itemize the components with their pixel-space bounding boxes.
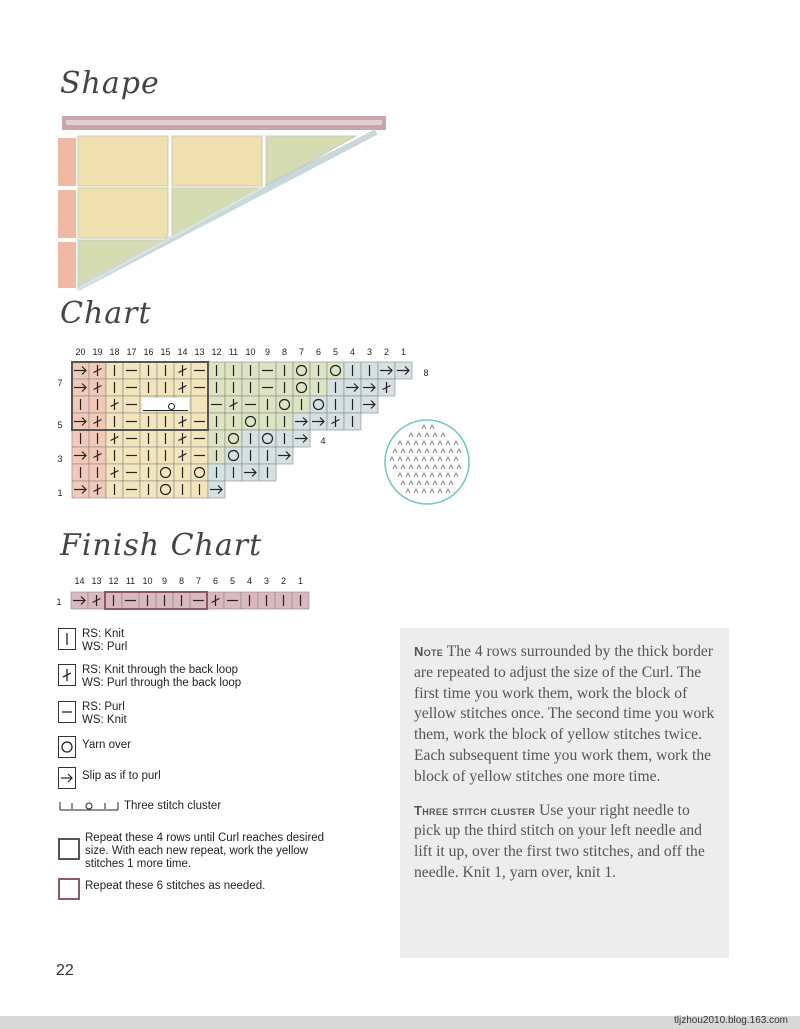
ktbl-symbol xyxy=(58,664,76,686)
chart-cell xyxy=(327,362,344,379)
shape-yellow-1b xyxy=(172,136,262,186)
col-num: 13 xyxy=(194,347,205,357)
legend-ktbl-rs: RS: Knit through the back loop xyxy=(82,664,238,676)
purl-symbol xyxy=(58,701,76,723)
shape-pink-3 xyxy=(58,242,76,288)
legend-repeat-sts xyxy=(58,878,265,900)
legend-yarn-over xyxy=(58,736,131,758)
page-number: 22 xyxy=(56,962,74,979)
curl-swatch xyxy=(382,417,474,507)
chart-cell xyxy=(157,464,174,481)
col-num: 13 xyxy=(91,576,102,586)
legend-purl-ws: WS: Knit xyxy=(82,714,127,726)
main-chart-grid xyxy=(72,362,412,498)
row-label: 1 xyxy=(57,488,63,498)
cluster-cell-bg xyxy=(142,398,189,411)
col-num: 18 xyxy=(109,347,120,357)
watermark: tljzhou2010.blog.163.com xyxy=(674,1015,788,1026)
cluster-title: Three stitch cluster xyxy=(414,802,536,818)
shape-illustration xyxy=(56,112,396,292)
row-label: 4 xyxy=(320,436,326,446)
cluster-symbol xyxy=(58,798,120,814)
legend-ktbl xyxy=(58,664,241,690)
chart-cell xyxy=(276,396,293,413)
row-label: 7 xyxy=(57,378,63,388)
finish-chart-col-numbers xyxy=(74,576,303,586)
col-num: 2 xyxy=(383,347,390,357)
chart-cell xyxy=(293,362,310,379)
legend-repeat-rows-text: Repeat these 4 rows until Curl reaches desired size. With each new repeat, work the yellow stitches 1 more time. xyxy=(85,832,325,870)
legend-slip-text: Slip as if to purl xyxy=(82,770,161,782)
chart-cell xyxy=(293,379,310,396)
legend-slip xyxy=(58,767,161,789)
legend-knit-ws: WS: Purl xyxy=(82,641,128,653)
note-text xyxy=(414,642,719,884)
shape-yellow-1a xyxy=(78,136,168,186)
note-body: The 4 rows surrounded by the thick border are repeated to adjust the size of the Curl. The first time you work them, work the block of yellow stitches once. The second time you work them, work the block of yellow stitches twice. Each subsequent time you work them, work the block of yellow stitches one more time. xyxy=(414,643,715,785)
col-num: 20 xyxy=(75,347,86,357)
col-num: 15 xyxy=(160,347,171,357)
col-num: 4 xyxy=(349,347,356,357)
col-num: 1 xyxy=(400,347,407,357)
col-num: 6 xyxy=(212,576,219,586)
row-label: 8 xyxy=(423,368,429,378)
note-box xyxy=(400,628,729,958)
slip-symbol xyxy=(58,767,76,789)
col-num: 6 xyxy=(315,347,322,357)
shape-yellow-2 xyxy=(78,188,168,238)
note-title: Note xyxy=(414,644,444,659)
chart-cell xyxy=(259,430,276,447)
row-label: 1 xyxy=(56,597,62,607)
col-num: 8 xyxy=(178,576,185,586)
chart-cell xyxy=(310,396,327,413)
repeat-sts-symbol xyxy=(58,878,80,900)
finish-chart-grid xyxy=(71,592,309,609)
col-num: 12 xyxy=(108,576,119,586)
legend-cluster xyxy=(58,798,221,814)
shape-pink-1 xyxy=(58,138,76,186)
knit-symbol xyxy=(58,628,76,650)
legend-cluster-text: Three stitch cluster xyxy=(124,800,222,812)
chart-cell xyxy=(242,413,259,430)
cluster-body: Use your right needle to pick up the third stitch on your left needle and lift it up, over the first two stitches, and off the needle. Knit 1, yarn over, knit 1. xyxy=(414,801,705,881)
col-num: 10 xyxy=(245,347,256,357)
col-num: 9 xyxy=(264,347,271,357)
legend-knit xyxy=(58,628,127,654)
col-num: 16 xyxy=(143,347,154,357)
row-label: 5 xyxy=(57,420,63,430)
row-label: 3 xyxy=(57,454,63,464)
shape-pink-2 xyxy=(58,190,76,238)
chart-cell xyxy=(157,481,174,498)
legend-ktbl-ws: WS: Purl through the back loop xyxy=(82,677,242,689)
col-num: 12 xyxy=(211,347,222,357)
chart-cell xyxy=(225,447,242,464)
shape-heading: Shape xyxy=(60,66,160,101)
finish-chart xyxy=(50,572,330,616)
legend-yarn-over-text: Yarn over xyxy=(82,739,132,751)
chart-cell xyxy=(191,396,208,413)
legend-purl-rs: RS: Purl xyxy=(82,701,125,713)
legend-purl xyxy=(58,701,127,727)
col-num: 11 xyxy=(125,576,136,586)
col-num: 14 xyxy=(177,347,188,357)
repeat-rows-symbol xyxy=(58,838,80,860)
finish-chart-heading: Finish Chart xyxy=(60,528,263,563)
legend-knit-rs: RS: Knit xyxy=(82,628,125,640)
col-num: 5 xyxy=(229,576,236,586)
col-num: 19 xyxy=(92,347,103,357)
col-num: 11 xyxy=(228,347,239,357)
main-chart-col-numbers xyxy=(75,347,406,357)
col-num: 3 xyxy=(263,576,270,586)
col-num: 9 xyxy=(161,576,168,586)
chart-heading: Chart xyxy=(60,296,152,331)
col-num: 17 xyxy=(126,347,137,357)
col-num: 10 xyxy=(142,576,153,586)
chart-cell xyxy=(191,464,208,481)
col-num: 8 xyxy=(281,347,288,357)
legend-repeat-sts-text: Repeat these 6 stitches as needed. xyxy=(85,880,266,892)
col-num: 14 xyxy=(74,576,85,586)
col-num: 7 xyxy=(298,347,305,357)
yarn-over-symbol xyxy=(58,736,76,758)
legend-repeat-rows xyxy=(58,832,325,871)
col-num: 7 xyxy=(195,576,202,586)
col-num: 4 xyxy=(246,576,253,586)
col-num: 1 xyxy=(297,576,304,586)
chart-cell xyxy=(225,430,242,447)
col-num: 3 xyxy=(366,347,373,357)
col-num: 2 xyxy=(280,576,287,586)
col-num: 5 xyxy=(332,347,339,357)
